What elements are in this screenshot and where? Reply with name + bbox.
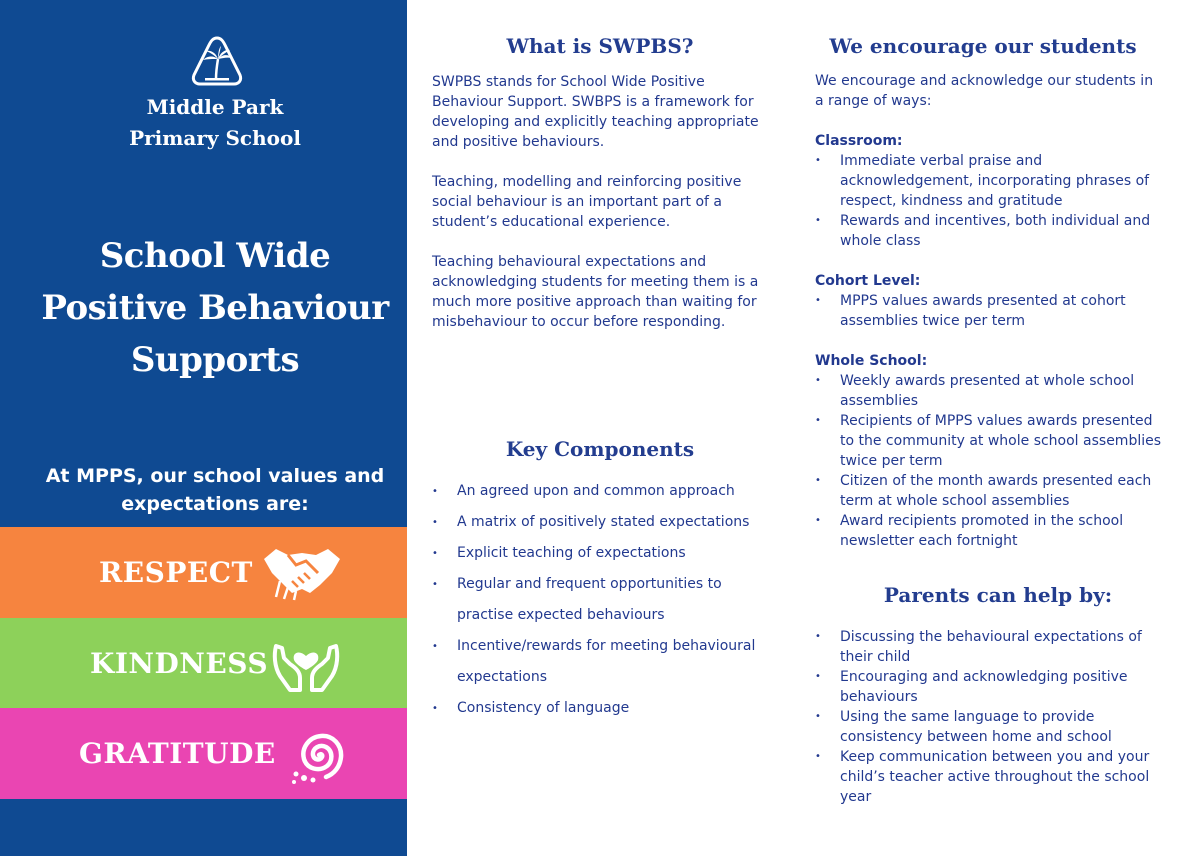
value-band-gratitude [0,708,407,799]
title-line1: School Wide [99,236,331,276]
classroom-list [815,151,1165,251]
hands-heart-icon [270,636,342,694]
value-band-respect [0,527,407,618]
value-band-kindness [0,618,407,709]
key-components-heading: Key Components [505,437,695,461]
school-name-line2: Primary School [129,126,301,150]
list-item: • An agreed upon and common approach [432,476,777,507]
what-is-heading: What is SWPBS? [506,34,694,58]
list-item: • Immediate verbal praise and acknowledgement, incorporating phrases of respect, kindness and gratitude [815,151,1165,211]
list-item: • Discussing the behavioural expectations of their child [815,627,1165,667]
school-logo-icon [189,35,245,87]
list-item: • Incentive/rewards for meeting behavioural expectations [432,631,777,693]
list-item: • A matrix of positively stated expectations [432,507,777,538]
what-is-body [432,72,772,332]
classroom-subheading: Classroom: [815,133,903,149]
list-item: • Rewards and incentives, both individual and whole class [815,211,1165,251]
values-intro-line1: At MPPS, our school values and [45,465,385,487]
handshake-icon [262,545,342,601]
encourage-body [815,71,1165,551]
encourage-heading: We encourage our students [829,34,1137,58]
list-item: • Consistency of language [432,693,777,724]
whole-school-list [815,371,1165,551]
encourage-intro: We encourage and acknowledge our students in a range of ways: [815,73,1154,109]
list-item: • Citizen of the month awards presented each term at whole school assemblies [815,471,1165,511]
list-item: • Explicit teaching of expectations [432,538,777,569]
what-is-paragraph-1: SWPBS stands for School Wide Positive Behaviour Support. SWBPS is a framework for developing and explicitly teaching appropriate and positive behaviours. [432,74,759,150]
whole-school-subheading: Whole School: [815,353,928,369]
list-item: • MPPS values awards presented at cohort assemblies twice per term [815,291,1165,331]
cover-panel [0,0,407,856]
spiral-icon [286,722,352,788]
cohort-list [815,291,1165,331]
cohort-subheading: Cohort Level: [815,273,921,289]
list-item: • Regular and frequent opportunities to practise expected behaviours [432,569,777,631]
title-line3: Supports [130,340,300,380]
value-label-gratitude: GRATITUDE [79,737,276,770]
what-is-paragraph-3: Teaching behavioural expectations and acknowledging students for meeting them is a much more positive approach than waiting for misbehaviour to occur before responding. [432,254,759,330]
title-line2: Positive Behaviour [41,288,389,328]
school-name-line1: Middle Park [146,95,284,119]
parents-list [815,627,1165,807]
key-components-list [432,476,777,724]
list-item: • Using the same language to provide consistency between home and school [815,707,1165,747]
values-intro-line2: expectations are: [121,493,309,515]
list-item: • Award recipients promoted in the school newsletter each fortnight [815,511,1165,551]
value-label-kindness: KINDNESS [90,647,269,680]
list-item: • Keep communication between you and your child’s teacher active throughout the school year [815,747,1165,807]
parents-heading: Parents can help by: [883,583,1113,607]
brochure-title [0,230,430,386]
list-item: • Weekly awards presented at whole school assemblies [815,371,1165,411]
list-item: • Recipients of MPPS values awards presented to the community at whole school assemblies twice per term [815,411,1165,471]
value-label-respect: RESPECT [99,556,253,589]
values-intro [0,462,430,518]
school-name [0,92,430,154]
what-is-paragraph-2: Teaching, modelling and reinforcing positive social behaviour is an important part of a student’s educational experience. [432,174,742,230]
list-item: • Encouraging and acknowledging positive behaviours [815,667,1165,707]
